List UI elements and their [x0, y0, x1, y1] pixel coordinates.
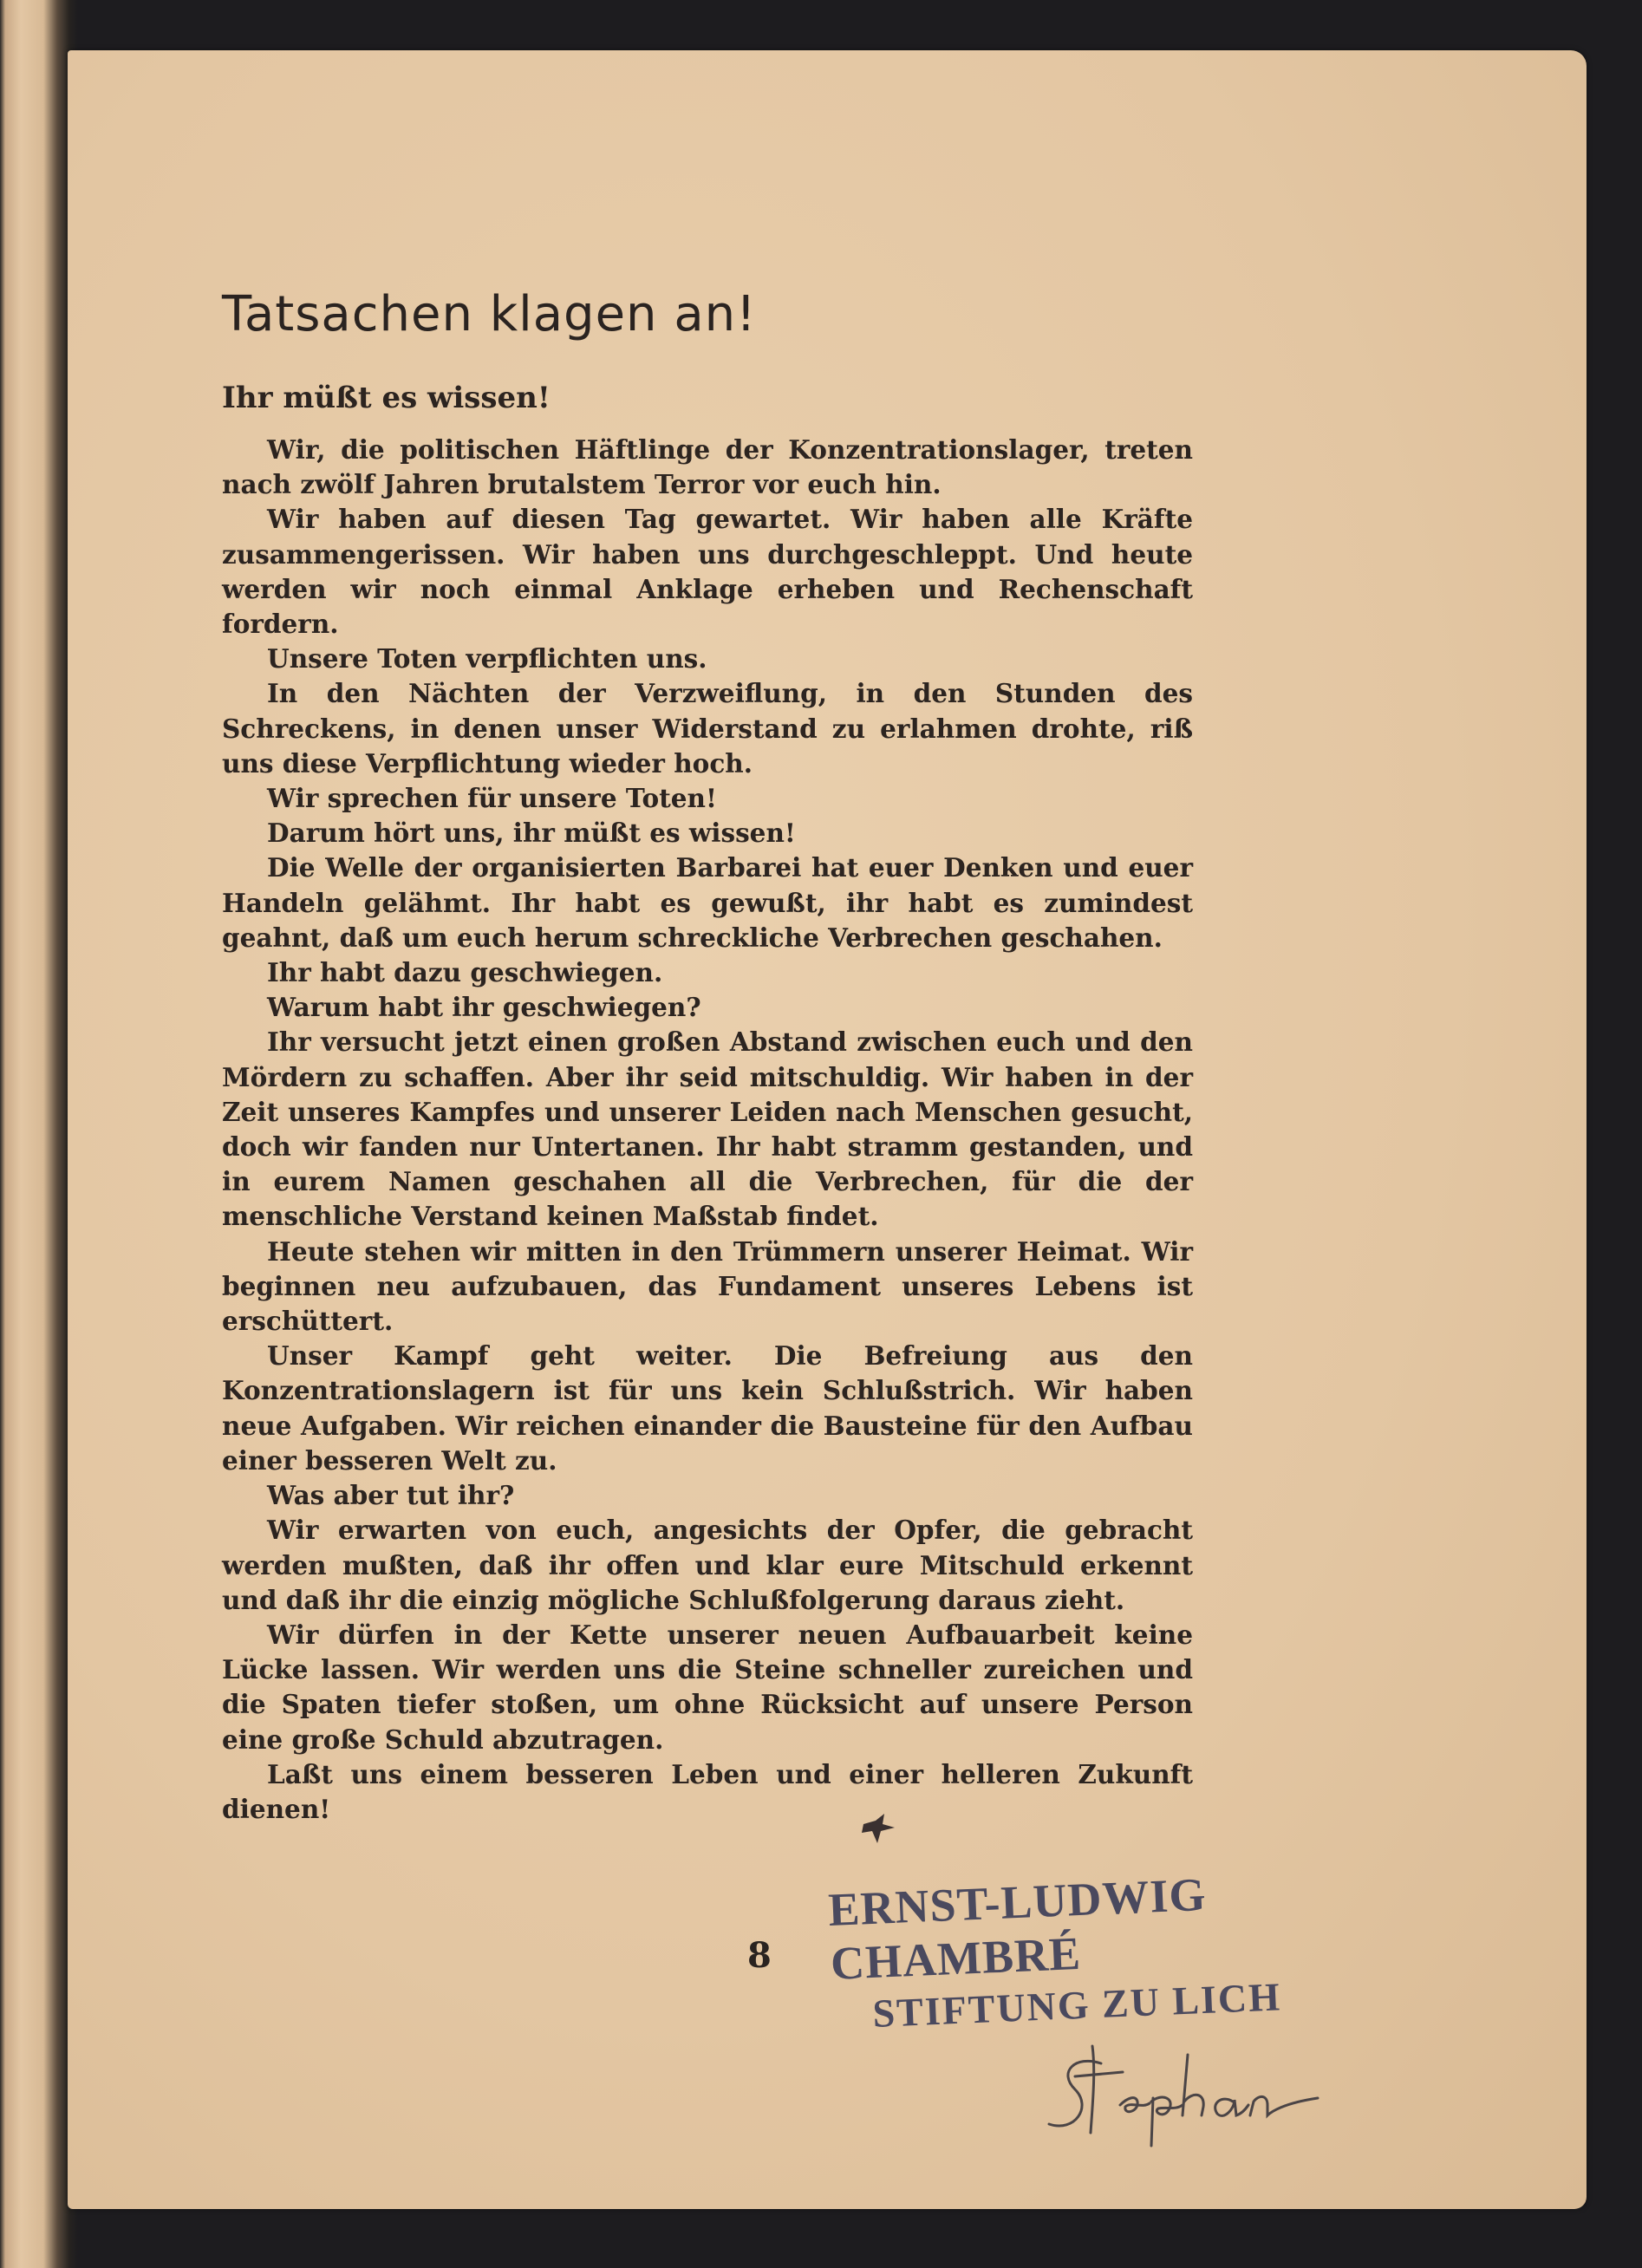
paragraph: Wir sprechen für unsere Toten! — [267, 783, 717, 814]
page-title: Tatsachen klagen an! — [222, 286, 757, 342]
paragraph: Wir, die politischen Häftlinge der Konzentrationslager, treten nach zwölf Jahren brutalstem Terror vor euch hin. — [222, 434, 1193, 500]
paragraph: Wir dürfen in der Kette unserer neuen Aufbauarbeit keine Lücke lassen. Wir werden uns die Steine schneller zureichen und die Spaten tiefer stoßen, um ohne Rücksicht auf unsere Person eine große Schuld abzutragen. — [222, 1619, 1193, 1755]
paragraph: Wir erwarten von euch, angesichts der Opfer, die gebracht werden mußten, daß ihr offen und klar eure Mitschuld erkennt und daß ihr die einzig mögliche Schlußfolgerung daraus zieht. — [222, 1515, 1193, 1615]
paragraph: Wir haben auf diesen Tag gewartet. Wir haben alle Kräfte zusammengerissen. Wir haben uns durchgeschleppt. Und heute werden wir noch einmal Anklage erheben und Rechenschaft fordern. — [222, 504, 1193, 640]
paragraph: Was aber tut ihr? — [267, 1480, 515, 1511]
library-stamp — [827, 1858, 1440, 2038]
page-subtitle: Ihr müßt es wissen! — [222, 381, 551, 415]
paragraph: Unsere Toten verpflichten uns. — [267, 643, 707, 675]
ink-blot-mark — [858, 1812, 898, 1847]
paragraph: Unser Kampf geht weiter. Die Befreiung aus den Konzentrationslagern ist für uns kein Schlußstrich. Wir haben neue Aufgaben. Wir reichen einander die Bausteine für den Aufbau einer besseren Welt zu. — [222, 1340, 1193, 1476]
paragraph: Laßt uns einem besseren Leben und einer helleren Zukunft dienen! — [222, 1758, 1193, 1824]
paragraph: In den Nächten der Verzweiflung, in den Stunden des Schreckens, in denen unser Widerstand zu erlahmen drohte, riß uns diese Verpflichtung wieder hoch. — [222, 678, 1193, 779]
paragraph: Warum habt ihr geschwiegen? — [267, 992, 701, 1023]
page-number: 8 — [747, 1935, 772, 1976]
paragraph: Heute stehen wir mitten in den Trümmern unserer Heimat. Wir beginnen neu aufzubauen, das Fundament unseres Lebens ist erschüttert. — [222, 1235, 1193, 1337]
handwritten-signature — [1040, 2037, 1326, 2150]
book-binding-edge — [0, 0, 78, 2268]
paragraph: Ihr habt dazu geschwiegen. — [267, 957, 663, 988]
paragraph: Ihr versucht jetzt einen großen Abstand zwischen euch und den Mördern zu schaffen. Aber ihr seid mitschuldig. Wir haben in der Zeit unseres Kampfes und unserer Leiden nach Menschen gesucht, doch wir fanden nur Untertanen. Ihr habt stramm gestanden, und in eurem Namen geschahen all die Verbrechen, für die der menschliche Verstand keinen Maßstab findet. — [222, 1026, 1193, 1232]
paragraph: Darum hört uns, ihr müßt es wissen! — [267, 818, 796, 849]
stamp-line-1: ERNST-LUDWIG CHAMBRÉ — [827, 1867, 1208, 1990]
paragraph: Die Welle der organisierten Barbarei hat euer Denken und euer Handeln gelähmt. Ihr habt es gewußt, ihr habt es zumindest geahnt, daß um euch herum schreckliche Verbrechen geschahen. — [222, 852, 1193, 953]
stamp-line-2: STIFTUNG ZU LICH — [871, 1974, 1282, 2036]
body-text — [222, 433, 1193, 1827]
page-content — [222, 286, 1193, 1827]
